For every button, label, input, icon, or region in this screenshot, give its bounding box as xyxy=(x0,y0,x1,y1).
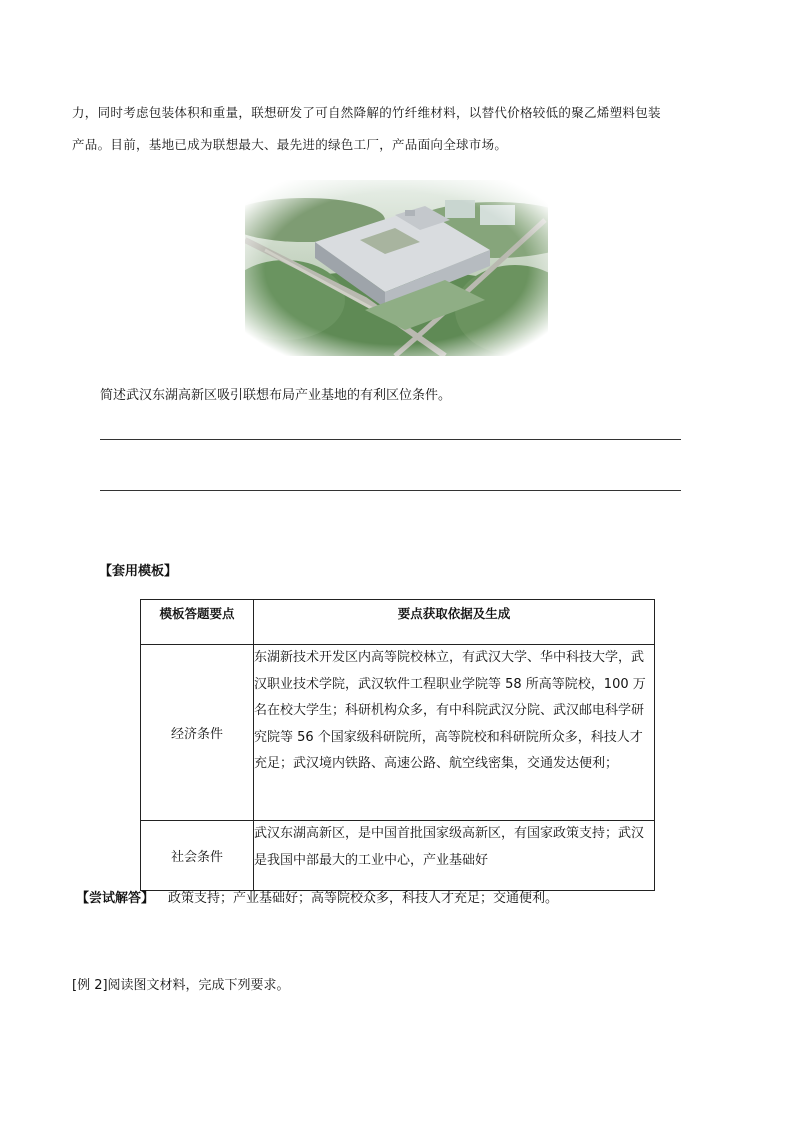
question-text: 简述武汉东湖高新区吸引联想布局产业基地的有利区位条件。 xyxy=(100,388,452,403)
table-row xyxy=(141,821,655,891)
row-label-economic: 经济条件 xyxy=(141,645,254,821)
table-header: 要点获取依据及生成 xyxy=(254,600,655,645)
try-answer-text: 政策支持；产业基础好；高等院校众多，科技人才充足；交通便利。 xyxy=(168,891,559,906)
factory-aerial-photo xyxy=(245,180,548,356)
intro-line-1: 力，同时考虑包装体积和重量，联想研发了可自然降解的竹纤维材料，以替代价格较低的聚乙烯塑料包装 xyxy=(72,105,661,120)
example-heading: [例 2]阅读图文材料，完成下列要求。 xyxy=(72,978,290,993)
answer-line-1 xyxy=(100,439,681,440)
table-row xyxy=(141,645,655,821)
table-header: 模板答题要点 xyxy=(141,600,254,645)
row-text-economic: 东湖新技术开发区内高等院校林立，有武汉大学、华中科技大学，武汉职业技术学院，武汉软件工程职业学院等 58 所高等院校，100 万名在校大学生；科研机构众多，有中科院武汉分院、武汉邮电科学研究院等 56 个国家级科研院所，高等院校和科研院所众多，科技人才充足；武汉境内铁路、高速公路、航空线密集，交通发达便利； xyxy=(254,645,655,821)
template-section-title: 【套用模板】 xyxy=(99,564,178,579)
intro-line-2: 产品。目前，基地已成为联想最大、最先进的绿色工厂，产品面向全球市场。 xyxy=(72,137,508,152)
try-answer-label: 【尝试解答】 xyxy=(76,891,155,906)
row-label-social: 社会条件 xyxy=(141,821,254,891)
try-answer xyxy=(76,887,558,906)
row-text-social: 武汉东湖高新区，是中国首批国家级高新区，有国家政策支持；武汉是我国中部最大的工业中心，产业基础好 xyxy=(254,821,655,891)
table-header-row xyxy=(141,600,655,645)
answer-template-table xyxy=(140,599,655,891)
factory-illustration xyxy=(245,180,548,356)
answer-line-2 xyxy=(100,490,681,491)
